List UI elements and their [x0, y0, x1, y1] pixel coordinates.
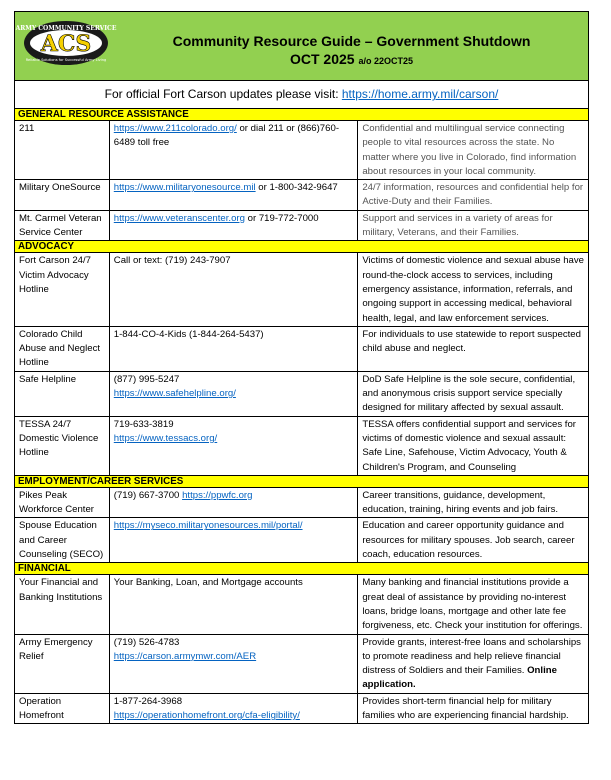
- description-text: Provides short-term financial help for military families who are experiencing financial hardship.: [362, 695, 569, 721]
- resource-link[interactable]: https://myseco.militaryonesources.mil/portal/: [113, 520, 303, 532]
- contact-text: 1-877-264-3968: [113, 695, 183, 707]
- official-updates-row: [15, 81, 589, 109]
- contact-text: (877) 995-5247: [113, 373, 180, 385]
- resource-description: [358, 518, 589, 563]
- section-header-row: [15, 563, 589, 575]
- fort-carson-link[interactable]: https://home.army.mil/carson/: [341, 87, 499, 102]
- table-row: [15, 253, 589, 326]
- table-row: [15, 518, 589, 563]
- resource-description: [358, 693, 589, 724]
- contact-text: or dial 211 or (866)760-6489 toll free: [113, 123, 340, 149]
- resource-name: TESSA 24/7 Domestic Violence Hotline: [15, 416, 110, 475]
- description-text: TESSA offers confidential support and services for victims of domestic violence and sexual assault: Safe Line, Safehouse, Victim Advocacy, Youth & Children's Program, and Counseling: [362, 418, 576, 473]
- resource-contact: [109, 634, 358, 693]
- as-of-date: a/o 22OCT25: [358, 56, 413, 66]
- resource-description: [358, 210, 589, 241]
- resource-name: Pikes Peak Workforce Center: [15, 487, 110, 518]
- resource-name: Military OneSource: [15, 180, 110, 211]
- resource-contact: [109, 416, 358, 475]
- table-row: [15, 371, 589, 416]
- section-title: FINANCIAL: [15, 563, 589, 575]
- table-row: [15, 575, 589, 634]
- resource-name: Your Financial and Banking Institutions: [15, 575, 110, 634]
- resource-contact: [109, 180, 358, 211]
- resource-description: [358, 575, 589, 634]
- resource-description: [358, 121, 589, 180]
- section-title: GENERAL RESOURCE ASSISTANCE: [15, 109, 589, 121]
- section-title: EMPLOYMENT/CAREER SERVICES: [15, 475, 589, 487]
- resource-name: Army Emergency Relief: [15, 634, 110, 693]
- section-header-row: [15, 475, 589, 487]
- resource-contact: [109, 575, 358, 634]
- resource-contact: [109, 518, 358, 563]
- description-text: For individuals to use statewide to report suspected child abuse and neglect.: [362, 328, 581, 355]
- logo-bottom-text: Reliable Solutions for Successful Army Living: [25, 58, 107, 62]
- resource-link[interactable]: https://www.militaryonesource.mil: [113, 182, 256, 194]
- resource-table: [14, 11, 589, 724]
- resource-name: Operation Homefront: [15, 693, 110, 724]
- resource-contact: [109, 693, 358, 724]
- resource-name: Mt. Carmel Veteran Service Center: [15, 210, 110, 241]
- resource-description: [358, 253, 589, 326]
- description-text: Many banking and financial institutions provide a great deal of assistance by providing no-interest loans, bridge loans, mortgage and other late fee forgiveness, etc. Check your institution for offerings.: [362, 577, 583, 632]
- section-header-row: [15, 109, 589, 121]
- resource-description: [358, 180, 589, 211]
- acs-logo-icon: [15, 20, 117, 66]
- table-row: [15, 634, 589, 693]
- page-title: [115, 32, 588, 70]
- description-text: Career transitions, guidance, development, education, training, hiring events and job fairs.: [362, 489, 559, 516]
- resource-guide-document: [14, 11, 589, 724]
- resource-link[interactable]: https://www.safehelpline.org/: [113, 388, 236, 400]
- contact-text: or 719-772-7000: [244, 212, 319, 224]
- logo-letters: ACS: [40, 31, 92, 57]
- contact-text: or 1-800-342-9647: [255, 182, 338, 194]
- title-banner: [15, 12, 589, 81]
- table-row: [15, 180, 589, 211]
- resource-contact: [109, 326, 358, 371]
- resource-link[interactable]: https://operationhomefront.org/cfa-eligibility/: [113, 709, 300, 721]
- resource-description: [358, 487, 589, 518]
- contact-text: (719) 667-3700: [113, 489, 183, 501]
- table-row: [15, 121, 589, 180]
- resource-contact: [109, 210, 358, 241]
- section-header-row: [15, 241, 589, 253]
- title-line-1: Community Resource Guide – Government Shutdown: [172, 33, 531, 49]
- logo-top-text: ARMY COMMUNITY SERVICE: [15, 25, 117, 32]
- resource-name: Spouse Education and Career Counseling (SECO): [15, 518, 110, 563]
- description-text: Provide grants, interest-free loans and scholarships to promote readiness and help relieve financial distress of Soldiers and their Families.: [362, 636, 581, 677]
- resource-link[interactable]: https://ppwfc.org: [182, 489, 253, 501]
- resource-contact: [109, 121, 358, 180]
- resource-contact: [109, 487, 358, 518]
- table-row: [15, 487, 589, 518]
- resource-name: Fort Carson 24/7 Victim Advocacy Hotline: [15, 253, 110, 326]
- description-text: Support and services in a variety of areas for military, Veterans, and their Families.: [362, 212, 553, 239]
- resource-description: [358, 371, 589, 416]
- table-row: [15, 326, 589, 371]
- resource-description: [358, 634, 589, 693]
- contact-text: Your Banking, Loan, and Mortgage accounts: [113, 577, 303, 589]
- description-text: DoD Safe Helpline is the sole secure, confidential, and anonymous crisis support service specially designed for military affected by sexual assault.: [362, 373, 576, 414]
- table-row: [15, 693, 589, 724]
- description-text: Victims of domestic violence and sexual abuse have round-the-clock access to services, including emergency assistance, information, referrals, and ongoing support in accessing medical, behavioral health, legal, and law enforcement services.: [362, 255, 584, 324]
- description-text: 24/7 information, resources and confidential help for Active-Duty and their Families.: [362, 182, 584, 208]
- resource-link[interactable]: https://www.211colorado.org/: [113, 123, 237, 134]
- resource-link[interactable]: https://www.veteranscenter.org: [113, 212, 245, 224]
- resource-link[interactable]: https://www.tessacs.org/: [113, 432, 218, 444]
- resource-name: Safe Helpline: [15, 371, 110, 416]
- resource-name: 211: [15, 121, 110, 180]
- title-date: OCT 2025: [289, 51, 355, 67]
- contact-text: 719-633-3819: [113, 418, 174, 430]
- table-row: [15, 210, 589, 241]
- online-application-note: Online application.: [362, 665, 557, 691]
- contact-text: 1-844-CO-4-Kids (1-844-264-5437): [113, 328, 264, 340]
- section-title: ADVOCACY: [15, 241, 589, 253]
- resource-name: Colorado Child Abuse and Neglect Hotline: [15, 326, 110, 371]
- info-text: For official Fort Carson updates please visit:: [104, 87, 342, 102]
- description-text: Confidential and multilingual service connecting people to vital resources across the state. No matter where you live in Colorado, find information about resources in your local community.: [362, 123, 577, 177]
- resource-description: [358, 416, 589, 475]
- title-line-2: [115, 50, 588, 70]
- description-text: Education and career opportunity guidance and resources for military spouses. Job search, career coach, education resources.: [362, 520, 575, 561]
- resource-contact: [109, 253, 358, 326]
- contact-text: (719) 526-4783: [113, 636, 180, 648]
- table-row: [15, 416, 589, 475]
- contact-text: Call or text: (719) 243-7907: [113, 255, 231, 267]
- resource-link[interactable]: https://carson.armymwr.com/AER: [113, 650, 257, 662]
- resource-contact: [109, 371, 358, 416]
- resource-description: [358, 326, 589, 371]
